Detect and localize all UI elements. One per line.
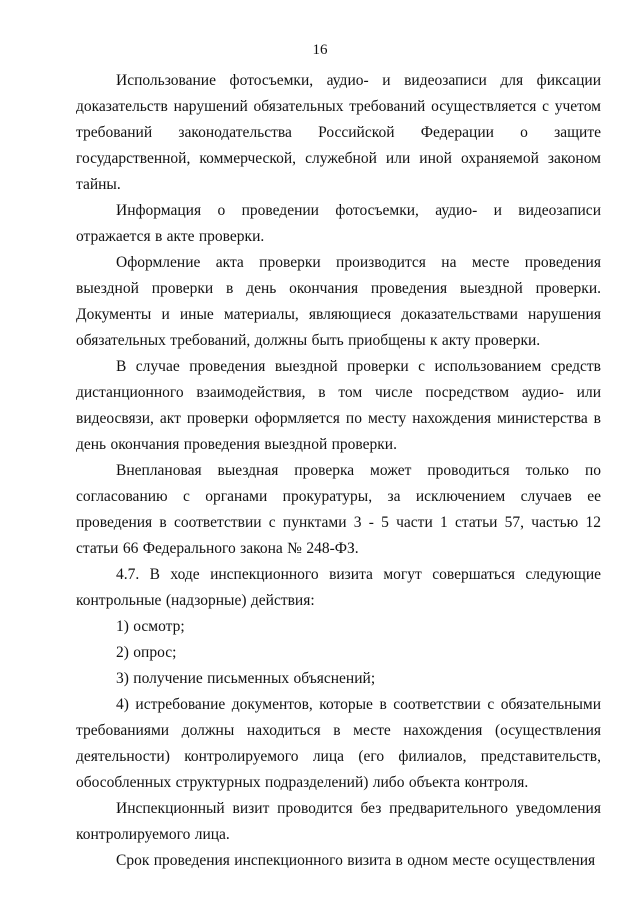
list-item-documents: 4) истребование документов, которые в соответствии с обязательными требованиями должны находиться в месте нахождения (осуществления деятельности) контролируемого лица (его филиалов, представительств, обособленных структурных подразделений) либо объекта контроля. xyxy=(76,696,601,791)
paragraph-remote-inspection: В случае проведения выездной проверки с использованием средств дистанционного взаимодействия, в том числе посредством аудио- или видеосвязи, акт проверки оформляется по месту нахождения министерства в день окончания проведения выездной проверки. xyxy=(76,358,601,453)
paragraph-section-4-7: 4.7. В ходе инспекционного визита могут совершаться следующие контрольные (надзорные) действия: xyxy=(76,566,601,609)
paragraph-photo-evidence: Использование фотосъемки, аудио- и видеозаписи для фиксации доказательств нарушений обязательных требований осуществляется с учетом требований законодательства Российской Федерации о защите государственной, коммерческой, служебной или иной охраняемой законом тайны. xyxy=(76,72,601,193)
paragraph-visit-duration: Срок проведения инспекционного визита в одном месте осуществления xyxy=(116,852,596,869)
paragraph-no-notice: Инспекционный визит проводится без предварительного уведомления контролируемого лица. xyxy=(76,800,601,843)
list-item-explanations: 3) получение письменных объяснений; xyxy=(116,670,376,687)
paragraph-photo-info: Информация о проведении фотосъемки, аудио- и видеозаписи отражается в акте проверки. xyxy=(76,202,601,245)
page-number: 16 xyxy=(312,42,328,58)
paragraph-act-registration: Оформление акта проверки производится на месте проведения выездной проверки в день окончания проведения выездной проверки. Документы и иные материалы, являющиеся доказательствами нарушения обязательных требований, должны быть приобщены к акту проверки. xyxy=(76,254,601,349)
paragraph-unscheduled-inspection: Внеплановая выездная проверка может проводиться только по согласованию с органами прокуратуры, за исключением случаев ее проведения в соответствии с пунктами 3 - 5 части 1 статьи 57, частью 12 статьи 66 Федерального закона № 248-ФЗ. xyxy=(76,462,601,557)
list-item-survey: 2) опрос; xyxy=(116,644,177,661)
list-item-inspection: 1) осмотр; xyxy=(116,618,185,635)
document-body xyxy=(76,68,601,874)
